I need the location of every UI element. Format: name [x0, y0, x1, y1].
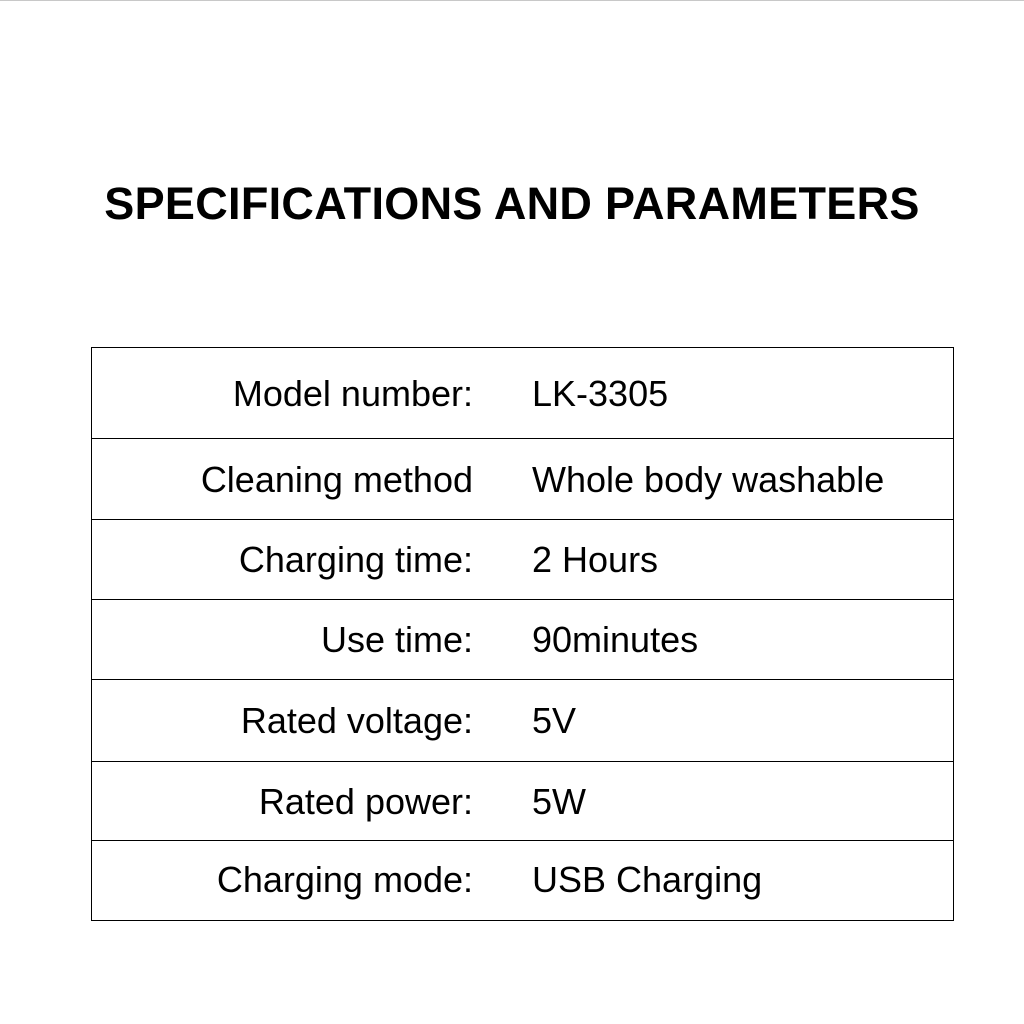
spec-value: 5W — [532, 780, 586, 822]
spec-row-charging-mode — [92, 841, 953, 919]
spec-label: Charging mode: — [216, 859, 473, 900]
top-divider — [0, 0, 1024, 1]
spec-row-charging-time — [92, 520, 953, 600]
spec-value: USB Charging — [532, 859, 763, 900]
spec-value: 5V — [532, 700, 577, 741]
spec-label: Cleaning method — [200, 458, 473, 500]
spec-row-use-time — [92, 600, 953, 680]
spec-label: Model number: — [232, 372, 473, 414]
spec-row-rated-voltage — [92, 680, 953, 762]
spec-value: 90minutes — [532, 619, 699, 660]
spec-label: Use time: — [320, 619, 473, 660]
spec-row-rated-power — [92, 762, 953, 841]
spec-value: Whole body washable — [532, 458, 885, 500]
spec-row-cleaning-method — [92, 439, 953, 520]
spec-label: Rated power: — [258, 780, 473, 822]
spec-label: Charging time: — [238, 539, 473, 580]
spec-value: LK-3305 — [532, 372, 669, 414]
spec-table — [91, 347, 954, 921]
spec-row-model-number — [92, 348, 953, 439]
spec-label: Rated voltage: — [240, 700, 473, 741]
spec-value: 2 Hours — [532, 539, 659, 580]
page-title: SPECIFICATIONS AND PARAMETERS — [104, 178, 920, 229]
